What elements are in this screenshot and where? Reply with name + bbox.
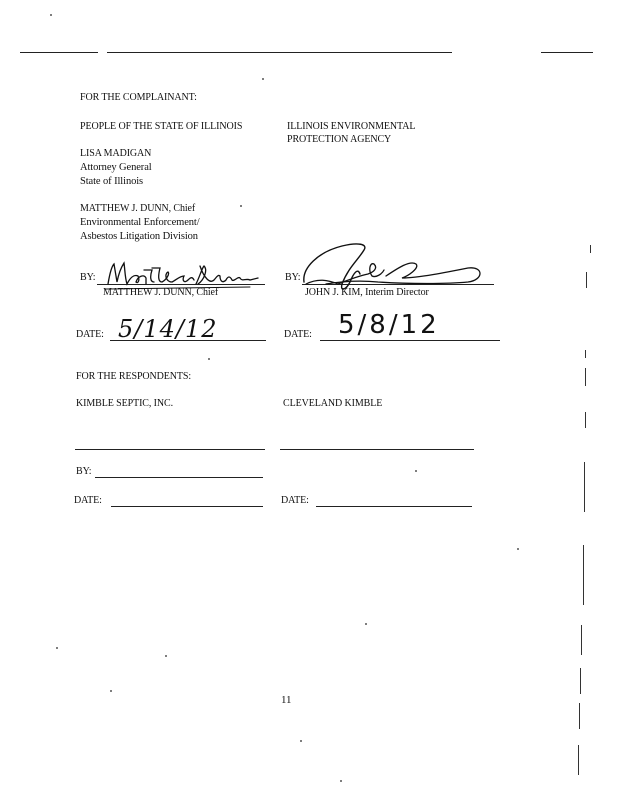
date-value-left: 5/14/12 — [118, 315, 218, 343]
margin-mark — [585, 350, 586, 358]
complainant-heading: FOR THE COMPLAINANT: — [80, 92, 197, 103]
by-label-left: BY: — [80, 272, 96, 283]
speckle — [415, 470, 417, 472]
chief-division-line1: Environmental Enforcement/ — [80, 217, 200, 228]
speckle — [240, 205, 242, 207]
speckle — [208, 358, 210, 360]
margin-mark — [590, 245, 591, 253]
speckle — [517, 548, 519, 550]
chief-name: MATTHEW J. DUNN, Chief — [80, 203, 196, 214]
chief-division-line2: Asbestos Litigation Division — [80, 231, 198, 242]
respondent-party-right: CLEVELAND KIMBLE — [283, 398, 383, 409]
date-label-left: DATE: — [76, 329, 104, 340]
ag-title: Attorney General — [80, 162, 152, 173]
top-rule-center — [107, 52, 452, 53]
margin-mark — [583, 545, 584, 605]
top-rule-right — [541, 52, 593, 53]
margin-mark — [578, 745, 579, 775]
date-value-right: 5/8/12 — [338, 310, 440, 340]
signer-left: MATTHEW J. DUNN, Chief — [103, 287, 219, 298]
margin-mark — [585, 412, 586, 428]
margin-mark — [586, 272, 587, 288]
complainant-party-right-line1: ILLINOIS ENVIRONMENTAL — [287, 121, 416, 132]
margin-mark — [580, 668, 581, 694]
date-label-right: DATE: — [284, 329, 312, 340]
signer-right: JOHN J. KIM, Interim Director — [305, 287, 429, 298]
by-label-right: BY: — [285, 272, 301, 283]
ag-state: State of Illinois — [80, 176, 144, 187]
complainant-party-right-line2: PROTECTION AGENCY — [287, 134, 392, 145]
ag-name: LISA MADIGAN — [80, 148, 152, 159]
respondent-date-label-right: DATE: — [281, 495, 309, 506]
complainant-party-left: PEOPLE OF THE STATE OF ILLINOIS — [80, 121, 243, 132]
speckle — [262, 78, 264, 80]
respondents-heading: FOR THE RESPONDENTS: — [76, 371, 192, 382]
margin-mark — [585, 368, 586, 386]
page-number: 11 — [281, 694, 292, 706]
respondent-signature-line-left — [75, 449, 265, 450]
signature-left — [100, 258, 260, 292]
respondent-signature-line-right — [280, 449, 474, 450]
respondent-by-line — [95, 477, 263, 478]
respondent-date-line-right — [316, 506, 472, 507]
margin-mark — [581, 625, 582, 655]
speckle — [56, 647, 58, 649]
speckle — [300, 740, 302, 742]
respondent-by-label: BY: — [76, 466, 92, 477]
speckle — [110, 690, 112, 692]
margin-mark — [584, 462, 585, 512]
top-rule-left — [20, 52, 98, 53]
speckle — [165, 655, 167, 657]
margin-mark — [579, 703, 580, 729]
respondent-date-line-left — [111, 506, 263, 507]
signature-right — [298, 238, 488, 298]
speckle — [340, 780, 342, 782]
speckle — [50, 14, 52, 16]
date-line-right — [320, 340, 500, 341]
respondent-party-left: KIMBLE SEPTIC, INC. — [76, 398, 173, 409]
respondent-date-label-left: DATE: — [74, 495, 102, 506]
speckle — [365, 623, 367, 625]
